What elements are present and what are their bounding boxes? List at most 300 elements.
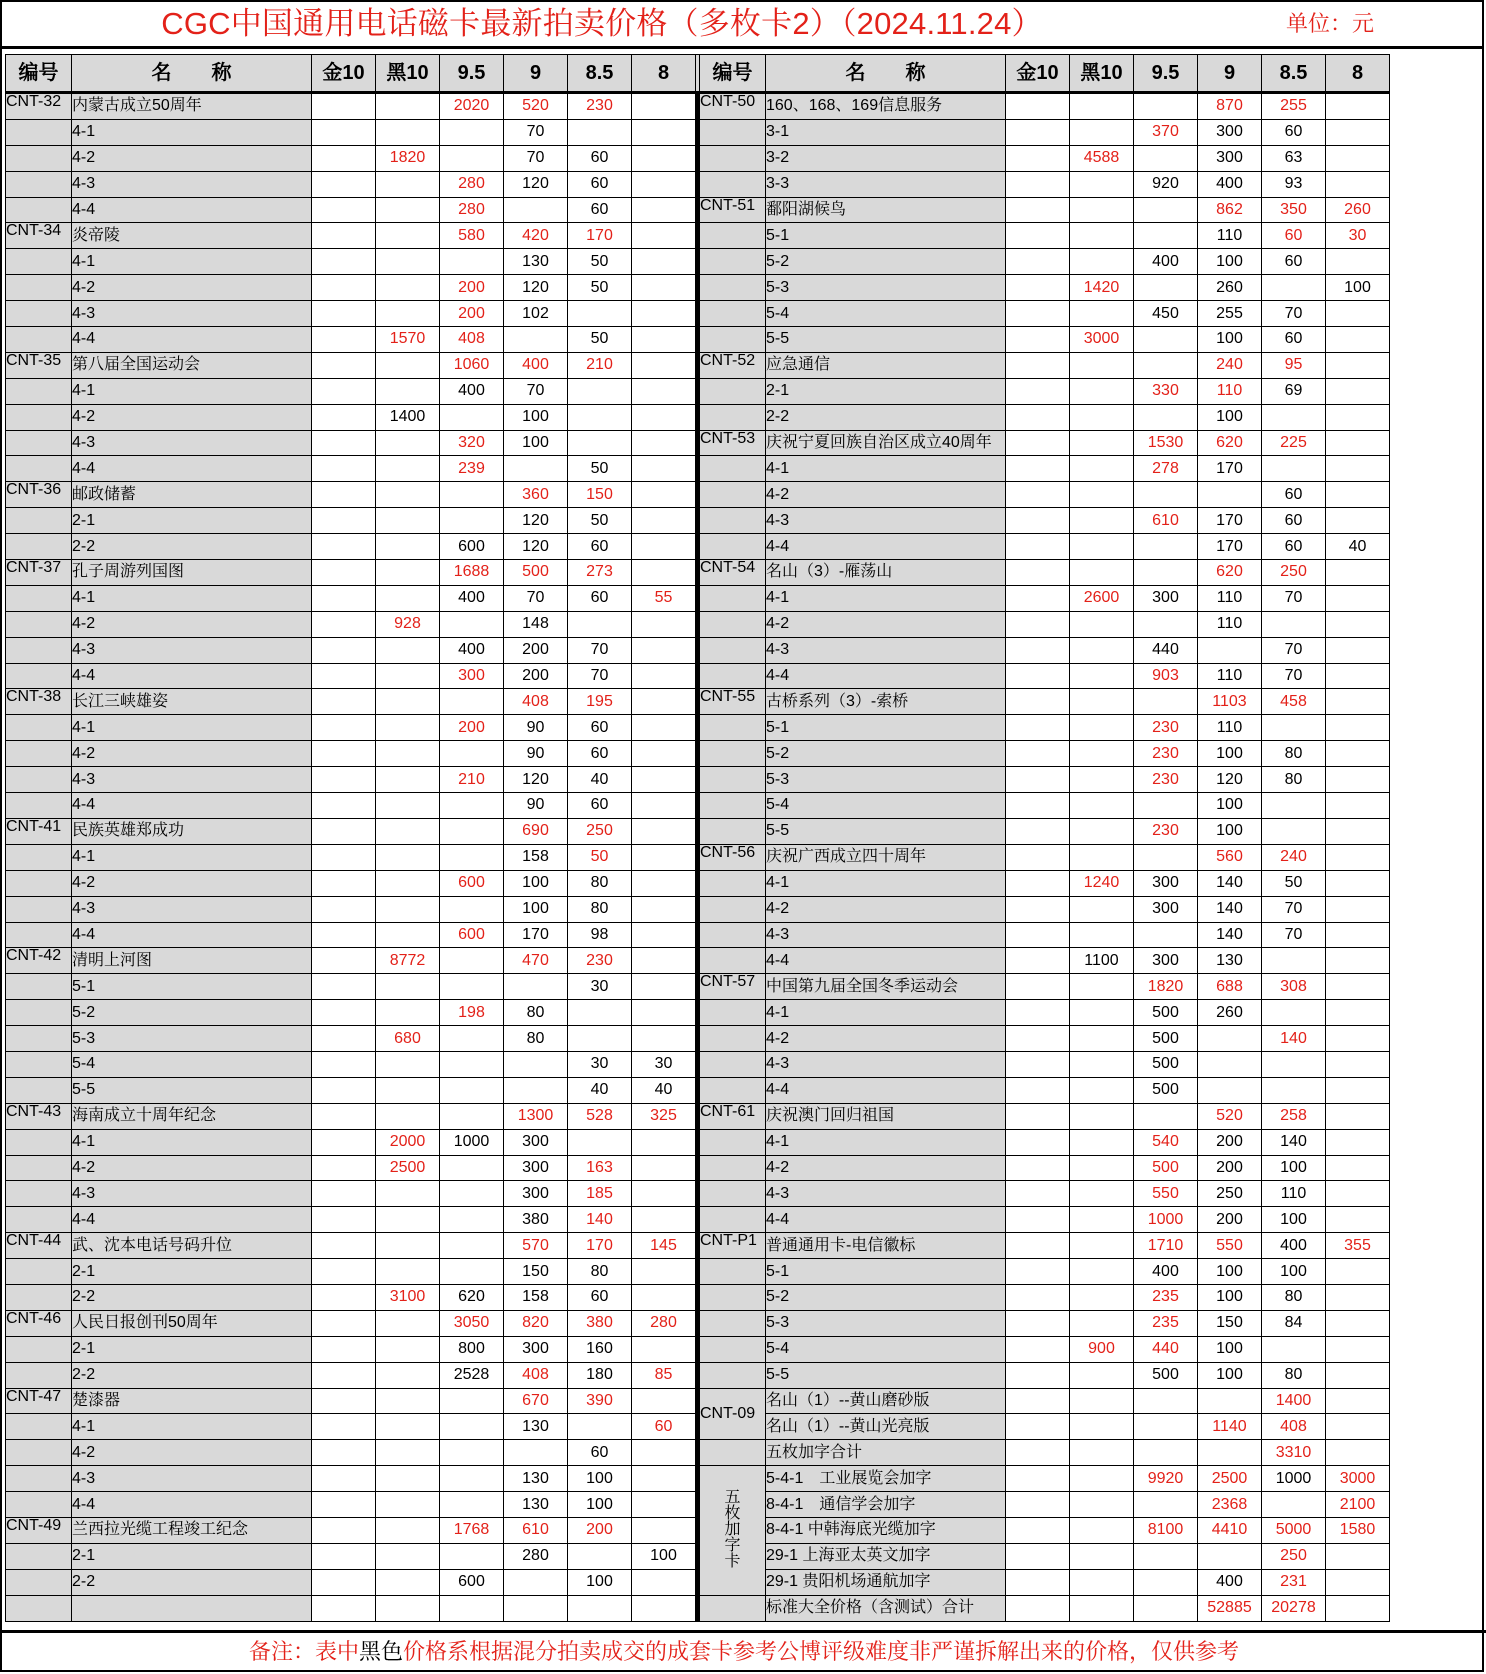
price-cell — [504, 793, 568, 819]
price-value-red: 570 — [522, 1236, 549, 1254]
price-cell — [632, 922, 696, 948]
price-value-red: 2500 — [389, 1158, 426, 1176]
price-cell — [312, 818, 376, 844]
card-code — [700, 637, 766, 663]
price-cell — [1262, 119, 1326, 145]
price-value: 40 — [590, 770, 609, 788]
price-cell — [440, 1284, 504, 1310]
table-row — [6, 896, 1390, 922]
price-value: 70 — [1284, 304, 1303, 322]
card-name: 4-2 — [72, 145, 312, 171]
price-cell — [1262, 301, 1326, 327]
price-cell — [1070, 145, 1134, 171]
price-value-red: 1103 — [1212, 692, 1247, 710]
price-value: 150 — [522, 1262, 549, 1280]
price-value-red: 500 — [1152, 1158, 1179, 1176]
price-cell — [1070, 171, 1134, 197]
card-code: CNT-38 — [6, 689, 72, 715]
table-row — [6, 922, 1390, 948]
price-cell — [440, 844, 504, 870]
vertical-char: 卡 — [724, 1553, 741, 1571]
card-name: 标准大全价格（含测试）合计 — [766, 1595, 1006, 1621]
price-cell — [1262, 1233, 1326, 1259]
price-value-red: 470 — [522, 951, 549, 969]
card-name: 2-2 — [72, 1569, 312, 1595]
price-cell — [1070, 974, 1134, 1000]
price-cell — [504, 404, 568, 430]
price-cell — [440, 1026, 504, 1052]
price-cell — [568, 1492, 632, 1518]
price-cell — [1134, 1517, 1198, 1543]
price-cell — [1198, 896, 1262, 922]
column-gap — [696, 1414, 700, 1440]
price-value-red: 408 — [1280, 1417, 1307, 1435]
price-value-red: 440 — [1152, 1340, 1179, 1358]
price-cell — [1262, 767, 1326, 793]
price-cell — [1006, 352, 1070, 378]
price-cell — [568, 1310, 632, 1336]
price-cell — [504, 1440, 568, 1466]
price-cell — [312, 508, 376, 534]
card-code — [700, 534, 766, 560]
vertical-char: 五 — [724, 1489, 741, 1507]
price-cell — [440, 715, 504, 741]
price-cell — [376, 611, 440, 637]
price-value: 400 — [458, 382, 485, 400]
price-cell — [312, 404, 376, 430]
card-code — [6, 378, 72, 404]
card-name: 普通通用卡-电信徽标 — [766, 1233, 1006, 1259]
price-cell — [632, 611, 696, 637]
price-cell — [504, 378, 568, 404]
card-name: 庆祝广西成立四十周年 — [766, 844, 1006, 870]
card-code — [6, 430, 72, 456]
price-cell — [1326, 1466, 1390, 1492]
price-cell — [1326, 378, 1390, 404]
price-cell — [1262, 1077, 1326, 1103]
card-name: 4-4 — [72, 456, 312, 482]
price-cell — [440, 1466, 504, 1492]
price-cell — [312, 767, 376, 793]
price-cell — [1198, 1000, 1262, 1026]
price-cell — [440, 1388, 504, 1414]
price-cell — [1262, 585, 1326, 611]
price-cell — [1006, 1284, 1070, 1310]
price-cell — [1262, 430, 1326, 456]
price-cell — [376, 1336, 440, 1362]
price-value-red: 250 — [1280, 1547, 1307, 1565]
table-row — [6, 301, 1390, 327]
price-value: 300 — [1152, 874, 1179, 892]
price-value-red: 620 — [1216, 434, 1243, 452]
price-cell — [1198, 1543, 1262, 1569]
column-header: 黑10 — [376, 55, 440, 93]
price-value-red: 862 — [1216, 201, 1243, 218]
price-value: 500 — [1152, 1003, 1179, 1021]
price-cell — [1326, 508, 1390, 534]
price-cell — [312, 1026, 376, 1052]
price-value-red: 230 — [1152, 718, 1179, 736]
price-cell — [376, 1259, 440, 1285]
card-name: 2-1 — [72, 508, 312, 534]
price-cell — [376, 585, 440, 611]
price-value: 1400 — [389, 408, 426, 426]
price-value: 120 — [522, 511, 549, 529]
price-value: 200 — [1216, 1133, 1243, 1151]
price-cell — [632, 327, 696, 353]
price-cell — [1134, 1129, 1198, 1155]
price-value: 80 — [590, 900, 609, 918]
price-cell — [376, 171, 440, 197]
price-cell — [504, 1155, 568, 1181]
price-cell — [632, 145, 696, 171]
card-name: 4-4 — [72, 327, 312, 353]
price-value: 300 — [522, 1340, 549, 1358]
price-cell — [1134, 948, 1198, 974]
price-cell — [504, 896, 568, 922]
price-cell — [376, 1129, 440, 1155]
price-value: 120 — [522, 175, 549, 193]
card-name: 应急通信 — [766, 352, 1006, 378]
price-cell — [632, 1336, 696, 1362]
price-value-red: 355 — [1344, 1236, 1371, 1254]
column-header: 9 — [1198, 55, 1262, 93]
column-header: 9 — [504, 55, 568, 93]
price-cell — [312, 715, 376, 741]
price-cell — [568, 715, 632, 741]
price-value-red: 52885 — [1207, 1599, 1252, 1617]
table-row — [6, 1310, 1390, 1336]
table-row — [6, 171, 1390, 197]
price-cell — [1262, 844, 1326, 870]
price-cell — [1006, 1543, 1070, 1569]
card-name: 4-2 — [766, 1155, 1006, 1181]
price-value: 80 — [1284, 744, 1303, 762]
price-value-red: 408 — [522, 1366, 549, 1384]
price-value: 130 — [1216, 951, 1243, 969]
price-cell — [632, 1259, 696, 1285]
price-cell — [1006, 1569, 1070, 1595]
vertical-char: 字 — [724, 1537, 741, 1555]
card-code: CNT-51 — [700, 197, 766, 223]
price-cell — [1262, 1517, 1326, 1543]
price-cell — [1006, 767, 1070, 793]
price-cell — [1070, 1000, 1134, 1026]
price-cell — [1006, 948, 1070, 974]
price-value: 100 — [1216, 1288, 1243, 1306]
table-row — [6, 275, 1390, 301]
price-cell — [1070, 870, 1134, 896]
price-cell — [632, 197, 696, 223]
price-cell — [1006, 197, 1070, 223]
price-value: 60 — [590, 1443, 609, 1461]
price-cell — [1006, 1388, 1070, 1414]
price-value: 70 — [1284, 641, 1303, 659]
price-cell — [376, 352, 440, 378]
price-cell — [376, 1362, 440, 1388]
price-cell — [1134, 922, 1198, 948]
column-header: 9.5 — [440, 55, 504, 93]
price-cell — [1006, 93, 1070, 120]
price-cell — [1262, 1051, 1326, 1077]
price-value-red: 3050 — [453, 1314, 490, 1332]
price-value: 100 — [522, 900, 549, 918]
price-value-red: 520 — [1216, 1107, 1243, 1125]
price-cell — [632, 1569, 696, 1595]
price-cell — [632, 844, 696, 870]
price-cell — [568, 1233, 632, 1259]
price-cell — [504, 301, 568, 327]
price-cell — [1198, 171, 1262, 197]
column-gap — [696, 1517, 700, 1543]
price-cell — [1006, 1336, 1070, 1362]
price-value-red: 258 — [1280, 1107, 1307, 1125]
price-cell — [632, 404, 696, 430]
price-cell — [312, 1207, 376, 1233]
card-name: 古桥系列（3）-索桥 — [766, 689, 1006, 715]
price-cell — [1198, 1155, 1262, 1181]
price-cell — [1198, 870, 1262, 896]
card-code — [700, 1026, 766, 1052]
price-cell — [312, 430, 376, 456]
card-name: 庆祝澳门回归祖国 — [766, 1103, 1006, 1129]
table-row — [6, 352, 1390, 378]
price-cell — [1262, 1259, 1326, 1285]
table-row — [6, 637, 1390, 663]
price-cell — [1134, 327, 1198, 353]
price-value-red: 163 — [586, 1158, 613, 1176]
price-value: 260 — [1216, 1003, 1243, 1021]
card-code: CNT-41 — [6, 818, 72, 844]
price-cell — [1262, 145, 1326, 171]
price-cell — [1070, 1310, 1134, 1336]
price-cell — [1326, 223, 1390, 249]
price-cell — [1198, 689, 1262, 715]
price-cell — [568, 1284, 632, 1310]
price-cell — [632, 1103, 696, 1129]
price-value-red: 408 — [522, 692, 549, 710]
price-cell — [1070, 1103, 1134, 1129]
price-cell — [568, 456, 632, 482]
table-row — [6, 1233, 1390, 1259]
table-row — [6, 1129, 1390, 1155]
price-cell — [1326, 1595, 1390, 1621]
price-cell — [1070, 1181, 1134, 1207]
price-cell — [1262, 327, 1326, 353]
price-cell — [1326, 870, 1390, 896]
price-cell — [440, 585, 504, 611]
price-value: 300 — [1152, 951, 1179, 969]
price-value-red: 680 — [394, 1029, 421, 1047]
card-code — [700, 793, 766, 819]
price-value: 120 — [522, 537, 549, 555]
price-cell — [1006, 844, 1070, 870]
price-cell — [632, 275, 696, 301]
price-value-red: 1240 — [1083, 874, 1120, 892]
card-name: 名山（1）--黄山光亮版 — [766, 1414, 1006, 1440]
price-cell — [632, 119, 696, 145]
price-value-red: 1580 — [1339, 1521, 1376, 1539]
price-cell — [568, 663, 632, 689]
price-cell — [1198, 456, 1262, 482]
price-cell — [632, 896, 696, 922]
price-value-red: 2000 — [389, 1133, 426, 1151]
price-cell — [1006, 715, 1070, 741]
price-cell — [376, 767, 440, 793]
price-cell — [376, 1000, 440, 1026]
price-cell — [1198, 378, 1262, 404]
price-value-red: 690 — [522, 822, 549, 840]
card-code — [6, 327, 72, 353]
card-code — [700, 508, 766, 534]
price-value-red: 610 — [522, 1521, 549, 1539]
price-cell — [504, 1233, 568, 1259]
card-code — [6, 1129, 72, 1155]
price-cell — [632, 715, 696, 741]
price-cell — [632, 1492, 696, 1518]
price-cell — [1134, 663, 1198, 689]
price-value-red: 420 — [522, 226, 549, 244]
card-code — [6, 1051, 72, 1077]
price-cell — [568, 1569, 632, 1595]
price-cell — [632, 223, 696, 249]
price-cell — [1070, 611, 1134, 637]
table-row — [6, 844, 1390, 870]
price-cell — [1134, 378, 1198, 404]
table-row — [6, 93, 1390, 120]
price-cell — [504, 1129, 568, 1155]
price-cell — [1134, 508, 1198, 534]
card-code — [6, 197, 72, 223]
card-code — [700, 611, 766, 637]
price-cell — [504, 611, 568, 637]
price-cell — [632, 171, 696, 197]
price-cell — [504, 534, 568, 560]
card-name: 4-1 — [72, 378, 312, 404]
price-cell — [1070, 197, 1134, 223]
price-value: 80 — [1284, 1366, 1303, 1384]
column-header: 编号 — [6, 55, 72, 93]
price-cell — [1134, 534, 1198, 560]
price-cell — [376, 197, 440, 223]
table-row — [6, 508, 1390, 534]
price-cell — [376, 378, 440, 404]
price-cell — [1134, 1595, 1198, 1621]
price-cell — [1070, 793, 1134, 819]
price-cell — [1262, 1155, 1326, 1181]
price-cell — [568, 145, 632, 171]
price-cell — [1134, 974, 1198, 1000]
price-cell — [568, 1336, 632, 1362]
price-cell — [1134, 585, 1198, 611]
price-value: 30 — [590, 977, 609, 995]
price-cell — [504, 1362, 568, 1388]
price-value: 63 — [1284, 149, 1303, 167]
price-cell — [1070, 378, 1134, 404]
price-value-red: 1688 — [453, 563, 490, 581]
card-code — [6, 1336, 72, 1362]
card-name: 5-5 — [766, 327, 1006, 353]
card-name: 4-1 — [72, 1129, 312, 1155]
table-row — [6, 1336, 1390, 1362]
price-cell — [376, 404, 440, 430]
price-value: 2528 — [453, 1366, 490, 1384]
price-value: 80 — [1284, 770, 1303, 788]
price-cell — [1134, 1233, 1198, 1259]
price-cell — [568, 818, 632, 844]
table-row — [6, 663, 1390, 689]
card-code — [700, 404, 766, 430]
price-cell — [376, 456, 440, 482]
price-cell — [312, 1077, 376, 1103]
card-code — [700, 301, 766, 327]
card-code — [6, 1362, 72, 1388]
card-name: 5-1 — [766, 715, 1006, 741]
price-cell — [312, 1492, 376, 1518]
price-value: 400 — [1152, 1262, 1179, 1280]
price-cell — [1262, 922, 1326, 948]
price-cell — [312, 145, 376, 171]
price-value-red: 528 — [586, 1107, 613, 1125]
price-cell — [1006, 1129, 1070, 1155]
price-value: 100 — [1280, 1210, 1307, 1228]
card-name: 29-1 上海亚太英文加字 — [766, 1543, 1006, 1569]
card-code: CNT-47 — [6, 1388, 72, 1414]
card-name: 5-5 — [72, 1077, 312, 1103]
table-row — [6, 1077, 1390, 1103]
price-cell — [312, 1517, 376, 1543]
price-cell — [312, 663, 376, 689]
card-name: 4-4 — [766, 534, 1006, 560]
price-cell — [1326, 689, 1390, 715]
price-cell — [376, 1388, 440, 1414]
price-cell — [1006, 249, 1070, 275]
card-code — [700, 1466, 766, 1595]
price-cell — [312, 948, 376, 974]
price-cell — [1262, 793, 1326, 819]
table-row — [6, 482, 1390, 508]
card-name: 4-2 — [72, 611, 312, 637]
price-value-red: 360 — [522, 485, 549, 503]
price-cell — [1198, 585, 1262, 611]
price-cell — [312, 352, 376, 378]
table-row — [6, 1000, 1390, 1026]
price-value-red: 250 — [1280, 563, 1307, 581]
column-gap — [696, 1543, 700, 1569]
price-cell — [1134, 560, 1198, 586]
price-cell — [1326, 560, 1390, 586]
price-cell — [632, 974, 696, 1000]
price-value: 170 — [522, 925, 549, 943]
price-cell — [1262, 1207, 1326, 1233]
price-cell — [440, 1207, 504, 1233]
card-name: 3-2 — [766, 145, 1006, 171]
price-value: 500 — [1152, 1366, 1179, 1384]
price-cell — [1070, 715, 1134, 741]
card-code — [6, 301, 72, 327]
card-code — [700, 1000, 766, 1026]
price-cell — [1198, 119, 1262, 145]
price-cell — [1198, 1310, 1262, 1336]
price-cell — [568, 249, 632, 275]
card-name: 4-4 — [72, 1492, 312, 1518]
price-cell — [312, 793, 376, 819]
table-row — [6, 1388, 1390, 1414]
price-cell — [1006, 870, 1070, 896]
price-cell — [1134, 197, 1198, 223]
price-cell — [1326, 1129, 1390, 1155]
price-cell — [1326, 1543, 1390, 1569]
